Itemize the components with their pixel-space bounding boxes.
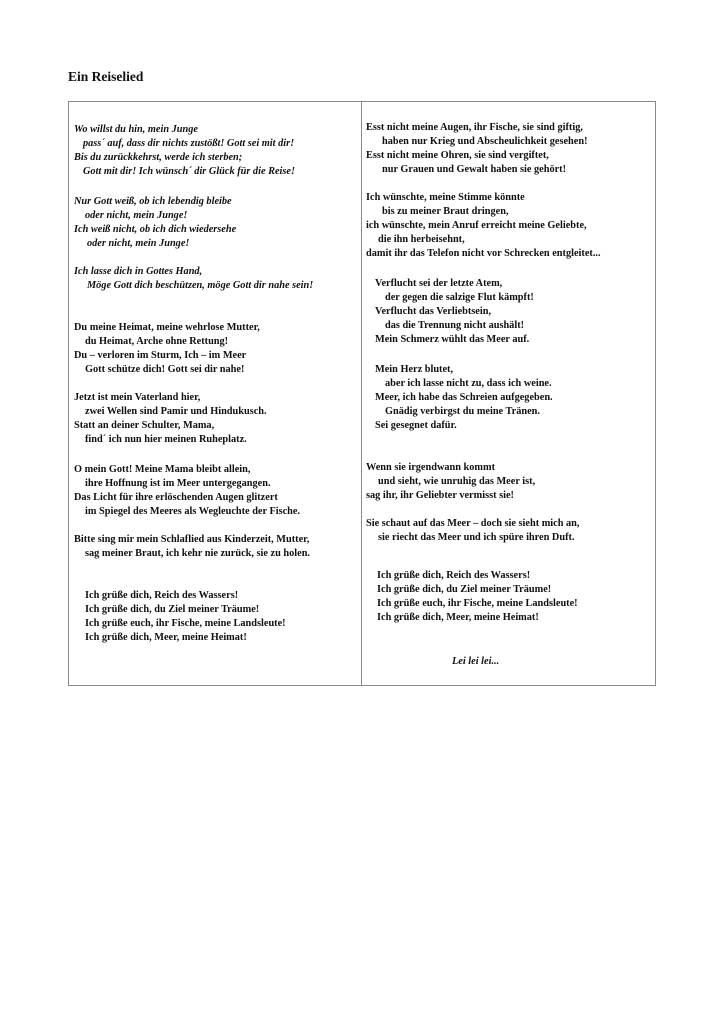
poem-line: Du – verloren im Sturm, Ich – im Meer: [74, 350, 247, 361]
poem-line: bis zu meiner Braut dringen,: [382, 206, 509, 217]
poem-line: Das Licht für ihre erlöschenden Augen glitzert: [74, 492, 278, 503]
poem-line: oder nicht, mein Junge!: [87, 238, 190, 249]
poem-line: sag ihr, ihr Geliebter vermisst sie!: [366, 490, 514, 501]
poem-line: Ich grüße dich, Meer, meine Heimat!: [377, 612, 539, 623]
poem-line: aber ich lasse nicht zu, dass ich weine.: [385, 378, 552, 389]
poem-line: zwei Wellen sind Pamir und Hindukusch.: [85, 406, 267, 417]
poem-line: Esst nicht meine Augen, ihr Fische, sie sind giftig,: [366, 122, 583, 133]
poem-line: Ich grüße euch, ihr Fische, meine Landsleute!: [85, 618, 286, 629]
poem-line: Wo willst du hin, mein Junge: [74, 124, 198, 135]
poem-line: Ich grüße euch, ihr Fische, meine Landsleute!: [377, 598, 578, 609]
poem-line: Verflucht das Verliebtsein,: [375, 306, 492, 317]
poem-line: damit ihr das Telefon nicht vor Schrecken entgleitet...: [366, 248, 601, 259]
poem-line: Ich grüße dich, Reich des Wassers!: [377, 570, 531, 581]
poem-line: Nur Gott weiß, ob ich lebendig bleibe: [74, 196, 232, 207]
poem-line: nur Grauen und Gewalt haben sie gehört!: [382, 164, 567, 175]
poem-line: das die Trennung nicht aushält!: [385, 320, 525, 331]
poem-line: und sieht, wie unruhig das Meer ist,: [378, 476, 536, 487]
poem-line: Gott mit dir! Ich wünsch´ dir Glück für die Reise!: [83, 166, 295, 177]
poem-line: pass´ auf, dass dir nichts zustößt! Gott sei mit dir!: [83, 138, 295, 149]
poem-line: Ich weiß nicht, ob ich dich wiedersehe: [74, 224, 237, 235]
poem-line: der gegen die salzige Flut kämpft!: [385, 292, 534, 303]
poem-line: Statt an deiner Schulter, Mama,: [74, 420, 215, 431]
poem-line: Verflucht sei der letzte Atem,: [375, 278, 503, 289]
poem-line: Ich wünschte, meine Stimme könnte: [366, 192, 525, 203]
poem-line: sag meiner Braut, ich kehr nie zurück, sie zu holen.: [85, 548, 311, 559]
column-divider: [361, 102, 362, 685]
poem-line: haben nur Krieg und Abscheulichkeit gesehen!: [382, 136, 588, 147]
poem-line: Sei gesegnet dafür.: [375, 420, 457, 431]
poem-line: ich wünschte, mein Anruf erreicht meine Geliebte,: [366, 220, 587, 231]
poem-line: Ich grüße dich, Meer, meine Heimat!: [85, 632, 247, 643]
poem-line: Gott schütze dich! Gott sei dir nahe!: [85, 364, 245, 375]
poem-line: Meer, ich habe das Schreien aufgegeben.: [375, 392, 553, 403]
poem-line: Gnädig verbirgst du meine Tränen.: [385, 406, 540, 417]
poem-line: Ich grüße dich, Reich des Wassers!: [85, 590, 239, 601]
poem-line: sie riecht das Meer und ich spüre ihren Duft.: [378, 532, 575, 543]
poem-line: die ihn herbeisehnt,: [378, 234, 465, 245]
poem-line: du Heimat, Arche ohne Rettung!: [85, 336, 229, 347]
poem-line: Möge Gott dich beschützen, möge Gott dir nahe sein!: [87, 280, 314, 291]
poem-line: oder nicht, mein Junge!: [85, 210, 188, 221]
poem-table: [68, 101, 656, 686]
poem-line: Ich grüße dich, du Ziel meiner Träume!: [85, 604, 260, 615]
poem-line: find´ ich nun hier meinen Ruheplatz.: [85, 434, 247, 445]
poem-line: O mein Gott! Meine Mama bleibt allein,: [74, 464, 251, 475]
poem-line: Wenn sie irgendwann kommt: [366, 462, 496, 473]
poem-line: Bitte sing mir mein Schlaflied aus Kinderzeit, Mutter,: [74, 534, 310, 545]
page-title: Ein Reiselied: [68, 69, 144, 84]
poem-line: Lei lei lei...: [452, 656, 500, 667]
poem-line: im Spiegel des Meeres als Wegleuchte der Fische.: [85, 506, 301, 517]
poem-line: ihre Hoffnung ist im Meer untergegangen.: [85, 478, 271, 489]
poem-line: Ich grüße dich, du Ziel meiner Träume!: [377, 584, 552, 595]
poem-line: Bis du zurückkehrst, werde ich sterben;: [74, 152, 243, 163]
poem-line: Du meine Heimat, meine wehrlose Mutter,: [74, 322, 260, 333]
poem-line: Mein Herz blutet,: [375, 364, 454, 375]
poem-line: Ich lasse dich in Gottes Hand,: [74, 266, 203, 277]
poem-line: Jetzt ist mein Vaterland hier,: [74, 392, 201, 403]
poem-line: Esst nicht meine Ohren, sie sind vergiftet,: [366, 150, 549, 161]
poem-line: Mein Schmerz wühlt das Meer auf.: [375, 334, 530, 345]
poem-line: Sie schaut auf das Meer – doch sie sieht mich an,: [366, 518, 580, 529]
